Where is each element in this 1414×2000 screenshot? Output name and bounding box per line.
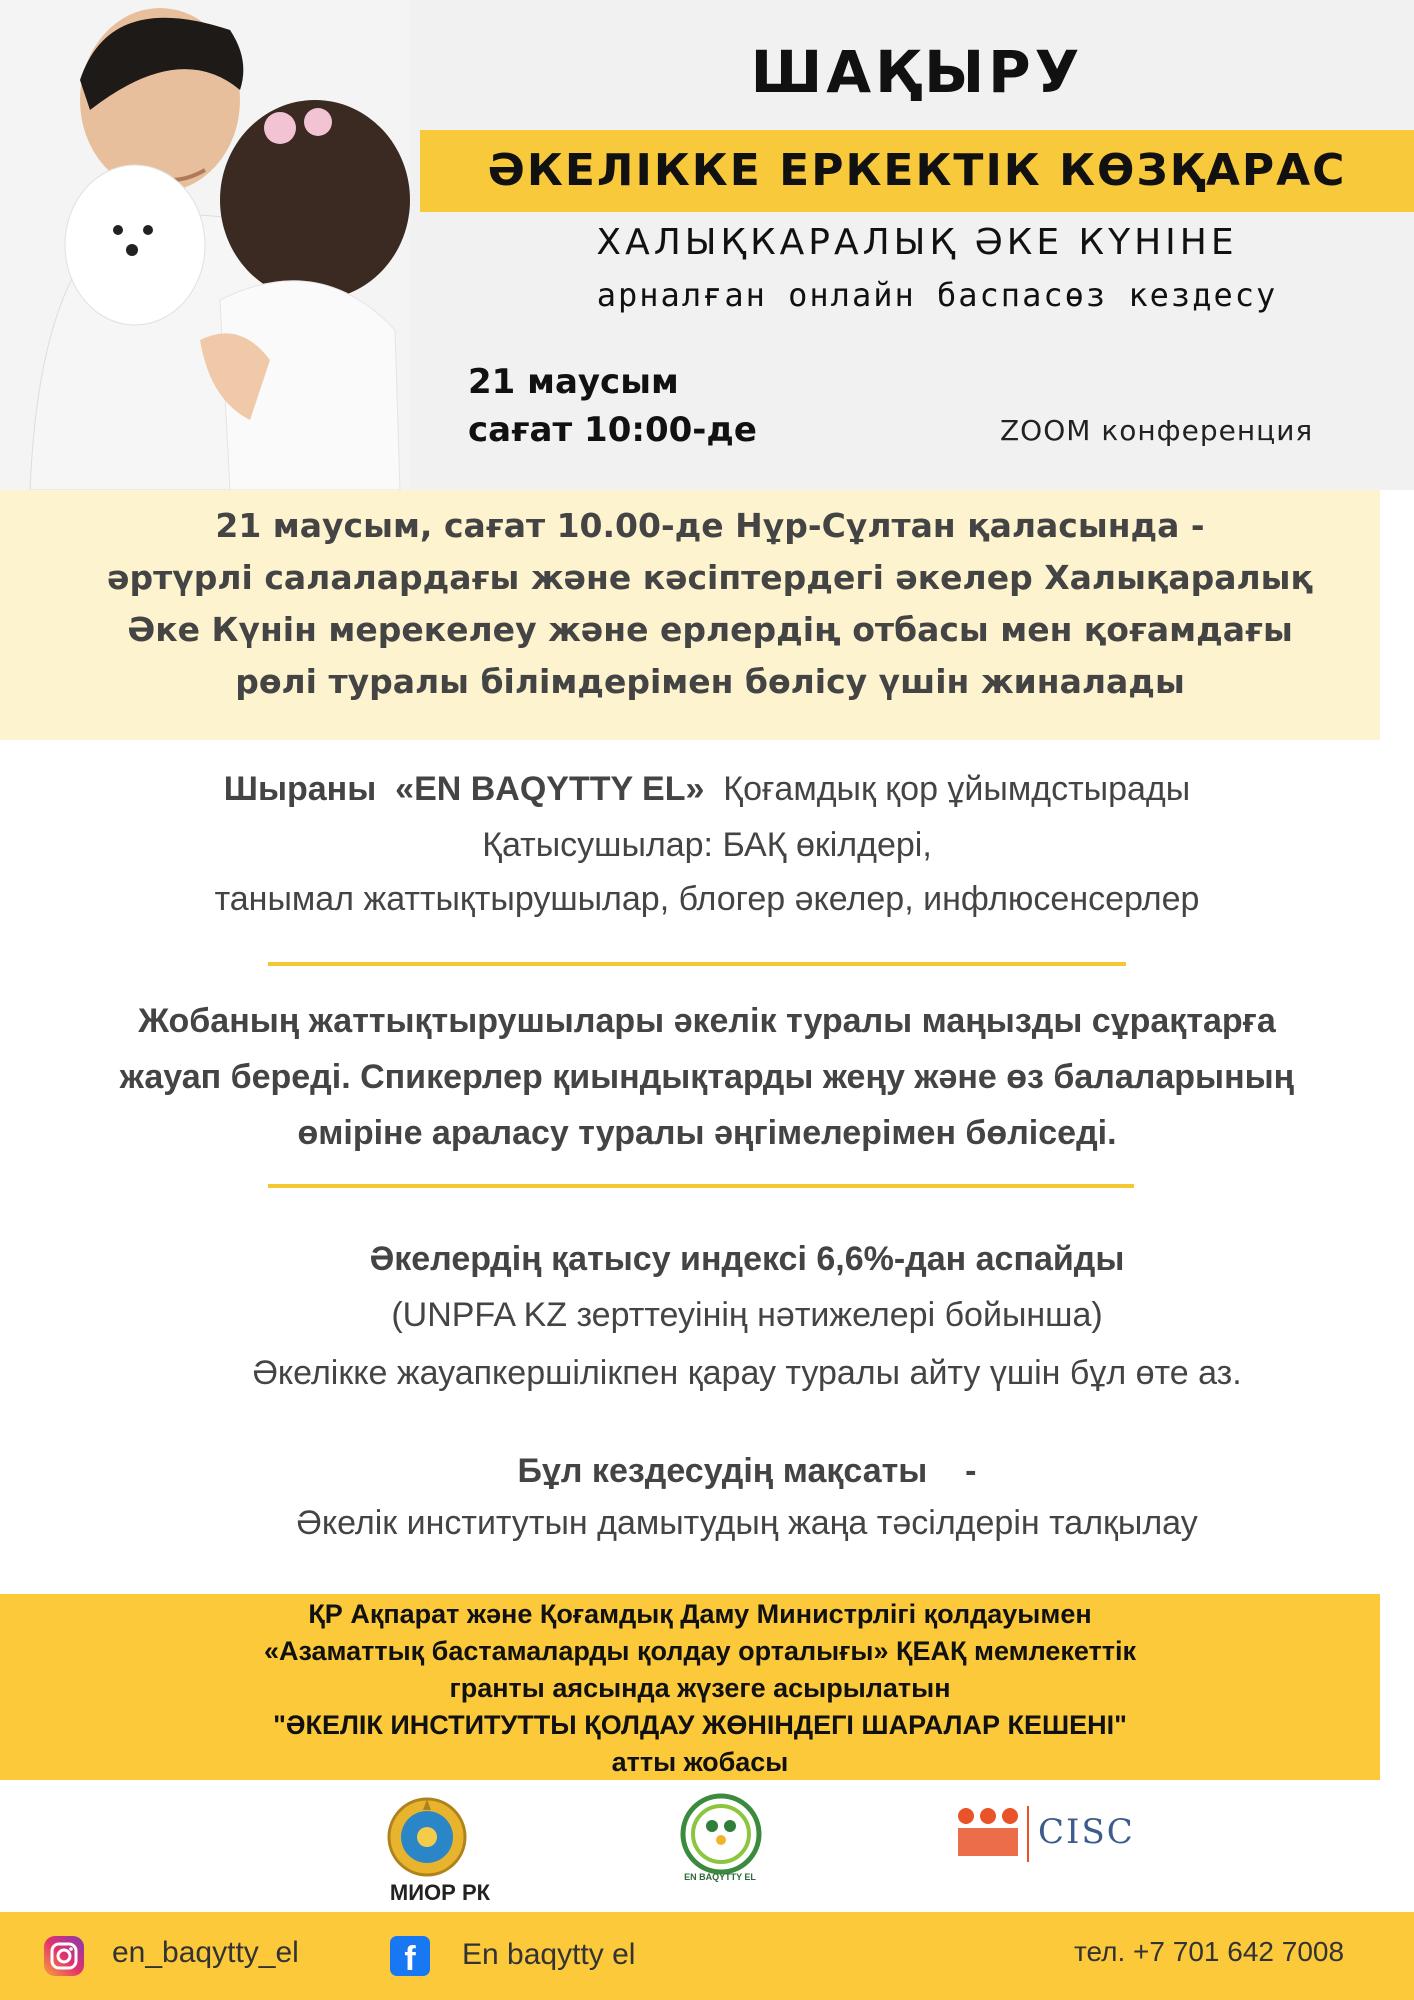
cisc-label: CISC — [1038, 1812, 1135, 1852]
divider — [268, 1184, 1134, 1188]
participants-line-1: Қатысушылар: БАҚ өкілдері, — [482, 826, 932, 864]
format-text: арналған онлайн баспасөз кездесу — [596, 276, 1278, 314]
index-headline: Әкелердің қатысу индексі 6,6%-дан аспайды — [369, 1240, 1125, 1278]
instagram-handle[interactable]: en_baqytty_el — [112, 1936, 299, 1969]
event-time: сағат 10:00-де — [468, 410, 757, 450]
divider — [268, 962, 1126, 966]
organizer-suffix: Қоғамдық қор ұйымдстырады — [723, 770, 1191, 808]
organizer-name: «EN BAQYTTY EL» — [395, 770, 705, 808]
cisc-logo — [958, 1800, 1138, 1870]
intro-line: рөлі туралы білімдерімен бөлісу үшін жиналады — [235, 662, 1185, 701]
event-subtitle: ӘКЕЛІККЕ ЕРКЕКТІК КӨЗҚАРАС — [487, 145, 1347, 196]
organizer-prefix: Шыраны — [223, 770, 377, 808]
support-text — [0, 1596, 1400, 1781]
goal-label: Бұл кездесудің мақсаты — [517, 1452, 928, 1490]
event-platform: ZOOM конференция — [1000, 414, 1314, 447]
invitation-title: ШАҚЫРУ — [750, 38, 1084, 106]
event-date: 21 маусым — [468, 362, 679, 402]
intro-line: Әке Күнін мерекелеу және ерлердің отбасы мен қоғамдағы — [127, 610, 1293, 649]
coaches-line: өміріне араласу туралы әңгімелерімен бөліседі. — [297, 1114, 1117, 1152]
intro-line: 21 маусым, сағат 10.00-де Нұр-Сұлтан қаласында - — [215, 506, 1205, 545]
occasion-text: ХАЛЫҚКАРАЛЫҚ ӘКЕ КҮНІНЕ — [596, 222, 1238, 263]
father-daughter-photo — [0, 0, 410, 490]
support-line: "ӘКЕЛІК ИНСТИТУТТЫ ҚОЛДАУ ЖӨНІНДЕГІ ШАРАЛАР КЕШЕНІ" — [273, 1710, 1127, 1740]
facebook-icon[interactable]: f — [390, 1936, 430, 1976]
index-comment: Әкелікке жауапкершілікпен қарау туралы айту үшін бұл өте аз. — [252, 1354, 1242, 1392]
support-line: «Азаматтық бастамаларды қолдау орталығы» ҚЕАҚ мемлекеттік — [263, 1636, 1137, 1666]
instagram-icon[interactable] — [44, 1936, 84, 1976]
support-line: атты жобасы — [611, 1747, 789, 1777]
en-baqytty-el-label: EN BAQYTTY EL — [684, 1872, 756, 1882]
goal-text: Әкелік институтын дамытудың жаңа тәсілдерін талқылау — [296, 1504, 1198, 1542]
goal-line — [0, 1452, 1414, 1491]
participants-line-2: танымал жаттықтырушылар, блогер әкелер, инфлюсенсерлер — [214, 880, 1200, 918]
index-source: (UNPFA KZ зерттеуінің нәтижелері бойынша) — [391, 1296, 1103, 1334]
goal-dash: - — [965, 1452, 977, 1490]
intro-line: әртүрлі салалардағы және кәсіптердегі әкелер Халықаралық — [107, 558, 1313, 597]
organizer-line — [0, 770, 1414, 809]
facebook-handle[interactable]: En baqytty el — [462, 1938, 636, 1971]
phone-number[interactable]: тел. +7 701 642 7008 — [1074, 1936, 1345, 1967]
coaches-line: Жобаның жаттықтырушылары әкелік туралы маңызды сұрақтарға — [138, 1002, 1276, 1040]
intro-text — [30, 500, 1390, 708]
coaches-line: жауап береді. Спикерлер қиындықтарды жеңу және өз балаларының — [119, 1058, 1295, 1096]
support-line: ҚР Ақпарат және Қоғамдық Даму Министрлігі қолдауымен — [308, 1599, 1092, 1629]
support-line: гранты аясында жүзеге асырылатын — [449, 1673, 951, 1703]
ministry-label: МИОР РК — [389, 1880, 491, 1905]
